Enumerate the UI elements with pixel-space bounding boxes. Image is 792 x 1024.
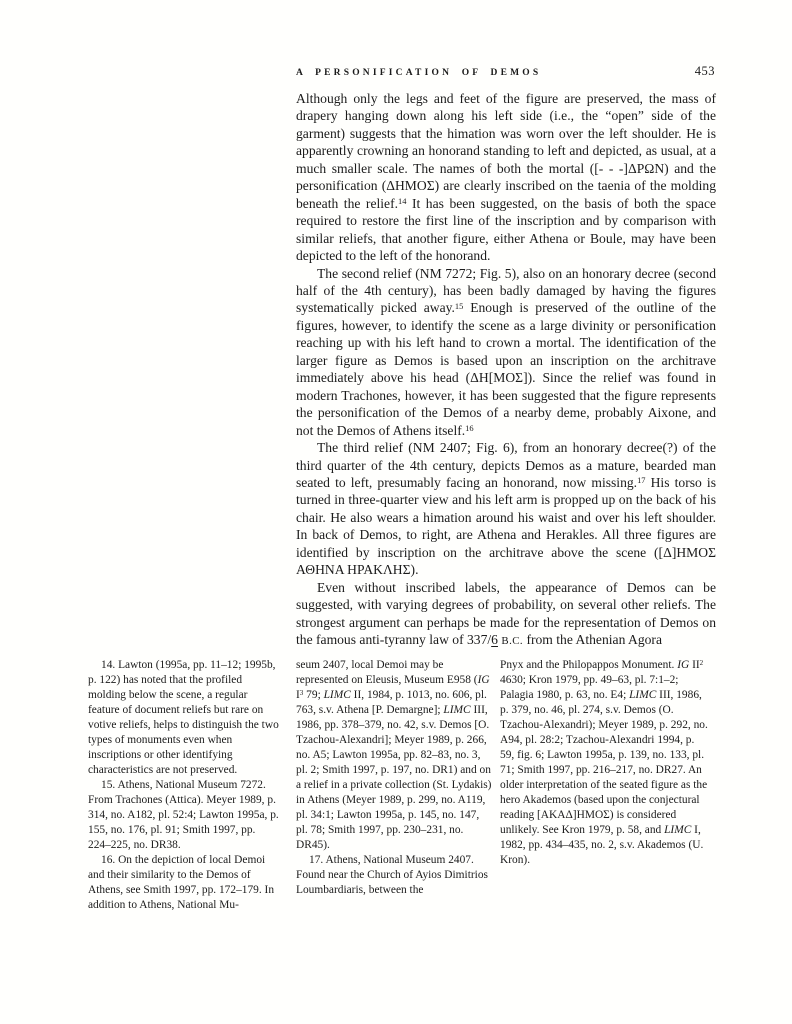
- body-text: [296, 90, 716, 651]
- footnote-marker: 15: [454, 300, 464, 311]
- text-run: LIMC: [664, 824, 692, 836]
- page-number: 453: [694, 64, 715, 78]
- text-run: Although only the legs and feet of the figure are preserved, the mass of drapery hanging down along his left side (i.e., the “open” side of the garment) suggests that the himation was worn over the left shoulder. He is apparently crowning an honorand standing to left and depicted, as usual, at a much smaller scale. The names of both the mortal ([- - -]ΔΡΩΝ) and the personification (ΔΗΜΟΣ) are clearly inscribed on the taenia of the molding beneath the relief.: [296, 91, 716, 211]
- text-run: III, 1986, pp. 378–379, no. 42, s.v. Demos [O. Tzachou-Alexandri]; Meyer 1989, p. 266, no. A5; Lawton 1995a, pp. 82–83, no. 3, pl. 2; Smith 1997, p. 197, no. DR1) and on a relief in a private collection (St. Lydakis) in Athens (Meyer 1989, p. 299, no. A119, pl. 34:1; Lawton 1995a, p. 145, no. 147, pl. 78; Smith 1997, pp. 230–231, no. DR45).: [296, 704, 492, 851]
- footnote-marker: 14: [398, 195, 407, 206]
- text-run: Pnyx and the Philopappos Monument.: [500, 659, 678, 671]
- text-run: 14. Lawton (1995a, pp. 11–12; 1995b, p. 122) has noted that the profiled molding below the scene, a regular feature of document reliefs but rare on votive reliefs, helps to distinguish the two types of monuments even when inscriptions or other identifying characteristics are not preserved.: [88, 659, 279, 776]
- text-run: 4630; Kron 1979, pp. 49–63, pl. 7:1–2; Palagia 1980, p. 63, no. E4;: [500, 674, 679, 701]
- paragraph: [88, 853, 280, 913]
- text-run: I: [296, 689, 300, 701]
- paragraph: [296, 265, 716, 440]
- text-run: II: [689, 659, 700, 671]
- text-run: Even without inscribed labels, the appearance of Demos can be suggested, with varying degrees of probability, on several other reliefs. The strongest argument can perhaps be made for the representation of Demos on the famous anti-tyranny law of 337/: [296, 579, 716, 648]
- footnote-marker: 2: [699, 658, 704, 667]
- text-run: IG: [477, 674, 490, 686]
- text-run: II, 1984, p. 1013, no. 606, pl. 763, s.v. Athena [P. Demargne];: [296, 689, 487, 716]
- paragraph: [296, 90, 716, 265]
- text-run: III, 1986, p. 379, no. 46, pl. 274, s.v. Demos (O. Tzachou-Alexandri); Meyer 1989, p. 292, no. A94, pl. 28:2; Tzachou-Alexandri 1994, p. 59, fig. 6; Lawton 1995a, p. 139, no. 133, pl. 71; Smith 1997, pp. 216–217, no. DR27. An older interpretation of the seated figure as the hero Akademos (based upon the conjectural reading [ΑΚΑΔ]ΗΜΟΣ) is considered unlikely. See Kron 1979, p. 58, and: [500, 689, 708, 836]
- text-run: IG: [677, 659, 690, 671]
- paragraph: [88, 778, 280, 853]
- text-run: Enough is preserved of the outline of the figures, however, to identify the scene as a large divinity or personification reaching up with his left hand to crown a mortal. The identification of the larger figure as Demos is based upon an inscription on the architrave immediately above his head (ΔΗ[ΜΟΣ]). Since the relief was found in modern Trachones, however, it has been suggested that the figure represents the personification of the Demos of a nearby deme, probably Aixone, and not the Demos of Athens itself.: [296, 300, 717, 438]
- footnotes-column-1: [88, 658, 280, 913]
- footnote-marker: 3: [299, 688, 304, 697]
- page-header: [296, 64, 715, 79]
- paragraph: [500, 658, 708, 868]
- text-run: B.C.: [501, 635, 524, 648]
- paragraph: [296, 853, 492, 898]
- text-run: 15. Athens, National Museum 7272. From Trachones (Attica). Meyer 1989, p. 314, no. A182, pl. 52:4; Lawton 1995a, p. 155, no. 176, pl. 91; Smith 1997, pp. 224–225, no. DR38.: [88, 779, 279, 851]
- paragraph: [296, 439, 716, 579]
- paragraph: [296, 658, 492, 853]
- text-run: LIMC: [323, 689, 351, 701]
- footnote-marker: 17: [637, 475, 646, 486]
- text-run: The second relief (NM 7272; Fig. 5), also on an honorary decree (second half of the 4th century), has been badly damaged by having the figures systematically picked away.: [296, 265, 716, 316]
- footnote-marker: 16: [465, 422, 474, 433]
- text-run: 17. Athens, National Museum 2407. Found near the Church of Ayios Dimitrios Loumbardiaris, between the: [296, 854, 488, 896]
- text-run: 79;: [303, 689, 324, 701]
- paragraph: [88, 658, 280, 778]
- text-run: 16. On the depiction of local Demoi and their similarity to the Demos of Athens, see Smith 1997, pp. 172–179. In addition to Athens, National Mu-: [88, 854, 275, 911]
- footnotes-column-3: [500, 658, 708, 868]
- text-run: His torso is turned in three-quarter view and his left arm is propped up on the back of his chair. He also wears a himation around his waist and over his left shoulder. In back of Demos, to right, are Athena and Herakles. All three figures are identified by inscription on the architrave above the scene ([Δ]ΗΜΟΣ ΑΘΗΝΑ ΗΡΑΚΛΗΣ).: [296, 474, 716, 578]
- text-run: The third relief (NM 2407; Fig. 6), from an honorary decree(?) of the third quarter of the 4th century, depicts Demos as a mature, bearded man seated to left, presumably facing an honorand, now missing.: [296, 440, 716, 490]
- text-run: LIMC: [629, 689, 657, 701]
- footnotes-column-2: [296, 658, 492, 898]
- text-run: from the Athenian Agora: [523, 632, 662, 648]
- text-run: It has been suggested, on the basis of both the space required to restore the first line of the inscription and by comparison with similar reliefs, that another figure, either Athena or Boule, may have been depicted to the left of the honorand.: [296, 195, 717, 264]
- text-run: LIMC: [443, 704, 471, 716]
- text-run: seum 2407, local Demoi may be represented on Eleusis, Museum E958 (: [296, 659, 478, 686]
- paragraph: [296, 579, 716, 651]
- text-run: 6: [491, 632, 498, 648]
- running-title: A PERSONIFICATION OF DEMOS: [296, 68, 542, 78]
- text-run: I, 1982, pp. 434–435, no. 2, s.v. Akademos (U. Kron).: [500, 824, 704, 866]
